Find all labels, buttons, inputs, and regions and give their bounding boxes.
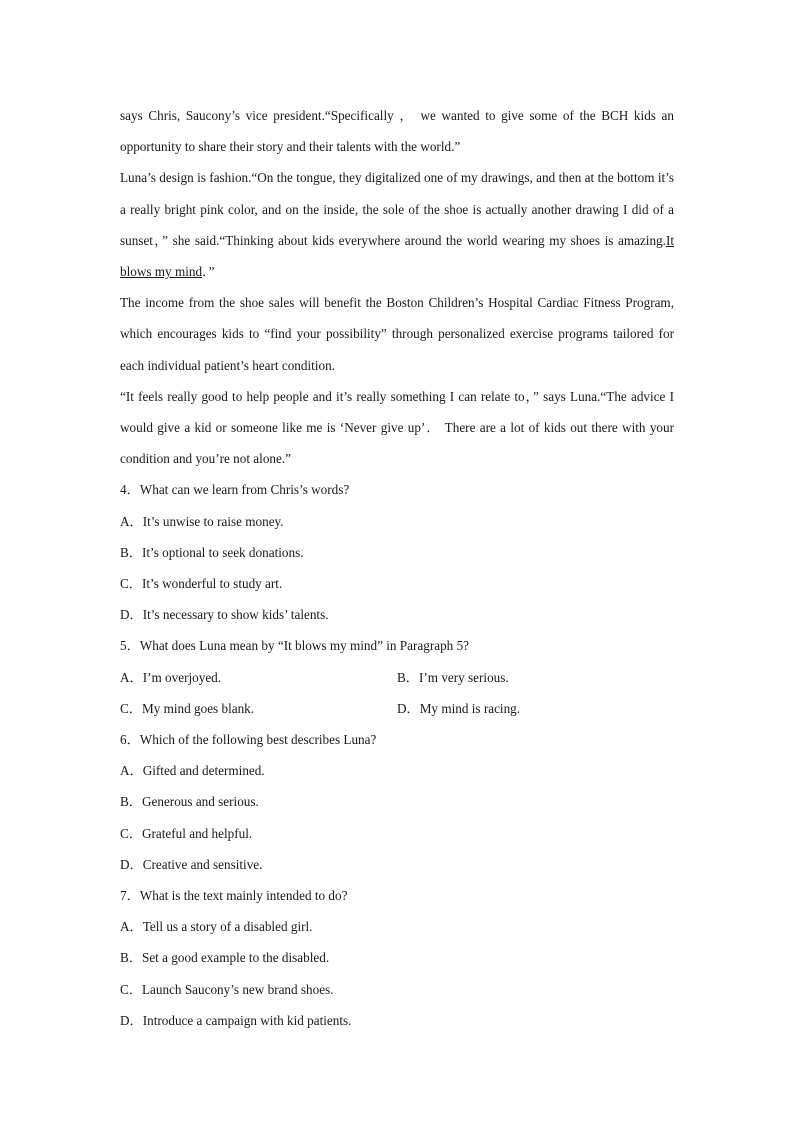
question-5-option-b: B．I’m very serious. <box>397 669 509 685</box>
question-5-option-a: A．I’m overjoyed. <box>120 669 222 685</box>
question-7-option-a: A．Tell us a story of a disabled girl. <box>120 919 313 935</box>
underlined-phrase: It blows my mind <box>120 232 674 280</box>
question-5-options-row-2 <box>120 693 674 724</box>
question-4-option-c: C．It’s wonderful to study art. <box>120 576 283 592</box>
question-4-stem: 4．What can we learn from Chris’s words? <box>120 482 350 498</box>
question-7-stem: 7．What is the text mainly intended to do? <box>120 888 348 904</box>
question-5-stem: 5．What does Luna mean by “It blows my mind” in Paragraph 5? <box>120 638 470 654</box>
paragraph-chris-quote: says Chris, Saucony’s vice president.“Specifically ， we wanted to give some of the BCH kids an opportunity to share their story and their talents with the world.” <box>120 108 674 155</box>
question-5-options-row-1 <box>120 662 674 693</box>
paragraph-income: The income from the shoe sales will benefit the Boston Children’s Hospital Cardiac Fitness Program, which encourages kids to “find your possibility” through personalized exercise programs tailored for each individual patient’s heart condition. <box>120 295 674 373</box>
paragraph-luna-advice: “It feels really good to help people and it’s really something I can relate to，” says Luna.“The advice I would give a kid or someone like me is ‘Never give up’． There are a lot of kids out there with your condition and you’re not alone.” <box>120 388 674 467</box>
paragraph-luna-design-text: Luna’s design is fashion.“On the tongue, they digitalized one of my drawings, and then at the bottom it’s a really bright pink color, and on the inside, the sole of the shoe is actually another drawing I did of a sunset，” she said.“Thinking about kids everywhere around the world wearing my shoes is amazing. <box>120 170 674 248</box>
question-7-option-b: B．Set a good example to the disabled. <box>120 950 330 966</box>
question-6-option-d: D．Creative and sensitive. <box>120 856 263 872</box>
question-6-option-b: B．Generous and serious. <box>120 794 259 810</box>
paragraph-luna-design <box>120 162 674 287</box>
question-6-stem: 6．Which of the following best describes Luna? <box>120 732 377 748</box>
question-4-option-a: A．It’s unwise to raise money. <box>120 513 284 529</box>
question-7-option-d: D．Introduce a campaign with kid patients. <box>120 1012 352 1028</box>
question-7-option-c: C．Launch Saucony’s new brand shoes. <box>120 981 334 997</box>
question-4-option-b: B．It’s optional to seek donations. <box>120 544 304 560</box>
question-6-option-a: A．Gifted and determined. <box>120 763 265 779</box>
question-5-option-d: D．My mind is racing. <box>397 700 521 716</box>
paragraph-luna-design-end: ．” <box>202 264 215 280</box>
question-5-option-c: C．My mind goes blank. <box>120 700 255 716</box>
question-6-option-c: C．Grateful and helpful. <box>120 825 253 841</box>
document-page <box>120 100 674 1036</box>
question-4-option-d: D．It’s necessary to show kids’ talents. <box>120 607 329 623</box>
